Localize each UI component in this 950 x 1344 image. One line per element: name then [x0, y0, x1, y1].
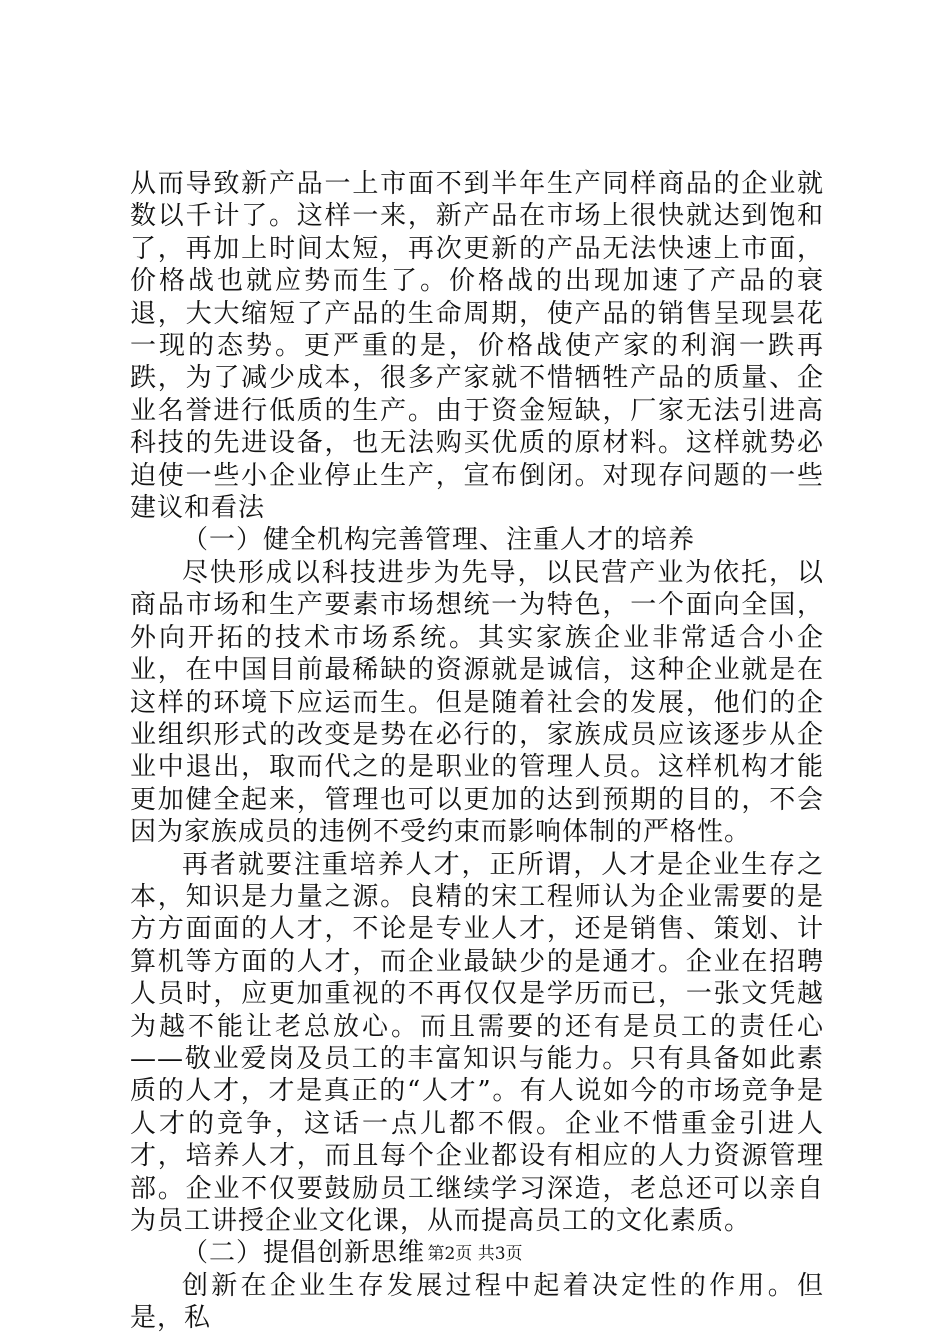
section-heading-1: （一）健全机构完善管理、注重人才的培养	[182, 525, 696, 556]
page-number-footer: 第2页 共3页	[427, 1244, 523, 1264]
paragraph-innovation: 创新在企业生存发展过程中起着决定性的作用。但是，私	[130, 1270, 824, 1334]
paragraph-price-war: 从而导致新产品一上市面不到半年生产同样商品的企业就数以千计了。这样一来，新产品在市场上很快就达到饱和了，再加上时间太短，再次更新的产品无法快速上市面，价格战也就应势而生了。价格战的出现加速了产品的衰退，大大缩短了产品的生命周期，使产品的销售呈现昙花一现的态势。更严重的是，价格战使产家的利润一跌再跌，为了减少成本，很多产家就不惜牺牲产品的质量、企业名誉进行低质的生产。由于资金短缺，厂家无法引进高科技的先进设备，也无法购买优质的原材料。这样就势必迫使一些小企业停止生产，宣布倒闭。对现存问题的一些建议和看法	[130, 169, 824, 524]
document-body	[130, 168, 824, 1335]
paragraph-organization: 尽快形成以科技进步为先导，以民营产业为依托，以商品市场和生产要素市场想统一为特色，一个面向全国，外向开拓的技术市场系统。其实家族企业非常适合小企业，在中国目前最稀缺的资源就是诚信，这种企业就是在这样的环境下应运而生。但是随着社会的发展，他们的企业组织形式的改变是势在必行的，家族成员应该逐步从企业中退出，取而代之的是职业的管理人员。这样机构才能更加健全起来，管理也可以更加的达到预期的目的，不会因为家族成员的违例不受约束而影响体制的严格性。	[130, 557, 824, 848]
paragraph-talent: 再者就要注重培养人才，正所谓，人才是企业生存之本，知识是力量之源。良精的宋工程师认为企业需要的是方方面面的人才，不论是专业人才，还是销售、策划、计算机等方面的人才，而企业最缺少的是通才。企业在招聘人员时，应更加重视的不再仅仅是学历而已，一张文凭越为越不能让老总放心。而且需要的还有是员工的责任心——敬业爱岗及员工的丰富知识与能力。只有具备如此素质的人才，才是真正的“人才”。有人说如今的市场竞争是人才的竞争，这话一点儿都不假。企业不惜重金引进人才，培养人才，而且每个企业都设有相应的人力资源管理部。企业不仅要鼓励员工继续学习深造，老总还可以亲自为员工讲授企业文化课，从而提高员工的文化素质。	[130, 849, 824, 1236]
section-heading-2: （二）提倡创新思维	[182, 1238, 426, 1269]
